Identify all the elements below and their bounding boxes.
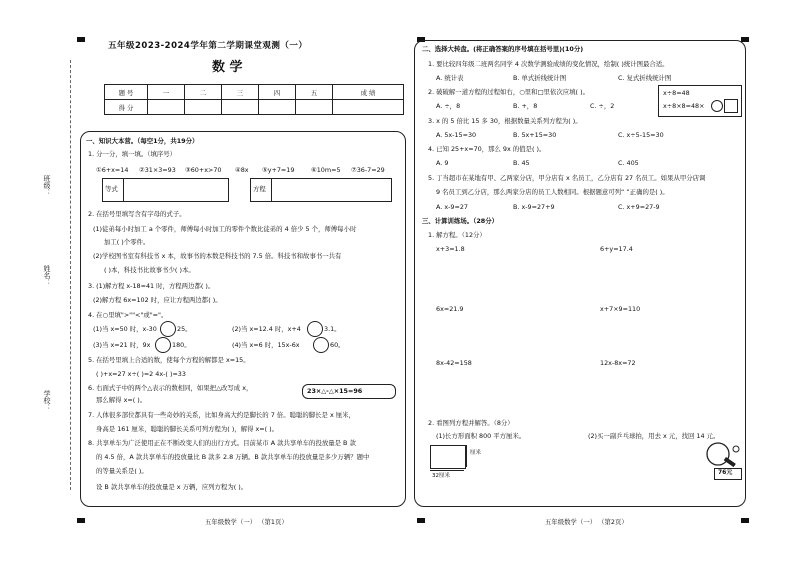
width-label: 32厘米	[432, 473, 450, 479]
q8-line: 的等量关系是( )。	[96, 467, 148, 475]
q1-item: ①6+x=14	[96, 166, 129, 174]
q4-part: (3)当 x=21 时，9x	[93, 341, 151, 349]
score-table	[104, 84, 404, 115]
equation-to-solve[interactable]: x+7×9=110	[600, 305, 641, 313]
option: C. x÷5-15=30	[618, 131, 664, 139]
compare-circle[interactable]	[313, 337, 329, 353]
q4-part: (1)当 x=50 时，x-30	[93, 325, 157, 333]
option: C. x+9=27-9	[618, 203, 660, 211]
option: C. ÷，2	[590, 102, 615, 110]
s4-q2-text: 2. 看图列方程并解答。（8分）	[428, 419, 514, 427]
compare-circle[interactable]	[155, 337, 171, 353]
q3-text: 3. (1)解方程 x-18=41 时，方程两边都( )。	[88, 282, 215, 290]
score-header-cell: 成 绩	[333, 85, 404, 100]
price-text: 76元	[718, 469, 733, 476]
q4-part: 3.1。	[324, 325, 341, 333]
exam-title: 五年级2023-2024学年第二学期课堂观测（一）	[108, 41, 308, 51]
s2-q5-line: 9 名员工到乙分店，那么两家分店的员工人数相同。根据题意可列“ ”正确的是( )。	[436, 188, 669, 196]
q4-part: 180。	[172, 341, 191, 349]
section-three-heading: 三、计算训练场。（28分）	[422, 217, 498, 225]
section-two-heading: 二、选择大转盘。(将正确答案的序号填在括号里)(10分)	[422, 45, 584, 53]
q4-part: 25。	[177, 325, 192, 333]
option: A. 9	[436, 159, 449, 167]
q1-text: 1. 分一分，填一填。（填序号）	[88, 150, 177, 158]
equation-to-solve[interactable]: 6+y=17.4	[600, 245, 633, 253]
score-header-cell: 四	[259, 85, 296, 100]
formula-label: 方程	[253, 185, 266, 193]
compare-circle[interactable]	[160, 321, 176, 337]
equation-to-solve[interactable]: x+3=1.8	[436, 245, 465, 253]
option: B. 单式折线统计图	[513, 74, 567, 82]
q4-text: 4. 在○里填">""<"或"="。	[88, 311, 168, 319]
section-one-heading: 一、知识大本营。（每空1分，共19分）	[86, 137, 199, 145]
registration-mark	[741, 518, 749, 523]
option: A. 5x-15=30	[436, 131, 477, 139]
equation-step: x÷8×8=48×	[663, 102, 705, 110]
right-footer: 五年级数学（一） （第2页）	[545, 518, 628, 526]
option: C. 405	[618, 159, 639, 167]
q3-line: (2)解方程 6x=102 时，应让方程两边都( )。	[93, 296, 222, 304]
height-label: 厘米	[470, 450, 482, 456]
option: B. x-9=27+9	[513, 203, 555, 211]
q2-line: ( )本，科技书比故事书少( )本。	[104, 266, 195, 274]
equation-to-solve[interactable]: 6x=21.9	[436, 305, 464, 313]
registration-mark	[77, 37, 85, 42]
name-label: 姓名：	[43, 265, 51, 286]
registration-mark	[417, 518, 425, 523]
q4-part: (2)当 x=12.4 时，x+4	[232, 325, 301, 333]
q7-text: 7. 人体很多部位都具有一些奇妙的关系，比如身高大约是脚长的 7 倍。聪聪的脚长是 x 厘米，	[88, 411, 355, 419]
score-header-cell: 一	[148, 85, 185, 100]
q1-item: ⑥10m=5	[311, 166, 341, 174]
score-header-cell: 五	[296, 85, 333, 100]
q8-line: 设 B 款共享单车的投放量是 x 万辆，应列方程为( )。	[96, 483, 248, 491]
score-row-label: 得 分	[105, 100, 148, 115]
q1-item: ⑤y+7=19	[262, 166, 295, 174]
option: B. 5x+15=30	[513, 131, 557, 139]
score-header-cell: 三	[222, 85, 259, 100]
option: A. ÷，8	[436, 102, 461, 110]
score-cell[interactable]	[296, 100, 333, 115]
s4-part-a: (1)长方形面积 800 平方厘米。	[436, 432, 526, 440]
s2-q2-text: 2. 破破解一道方程的过程如右，○里和□里依次应填( )。	[428, 88, 589, 96]
s2-q5-text: 5. 丁当超市在某地有甲、乙两家分店，甲分店有 x 名员工，乙分店有 27 名员工。如果从甲分店调	[428, 174, 706, 182]
left-footer: 五年级数学（一） （第1页）	[205, 518, 288, 526]
q2-text: 2. 在括号里填写含有字母的式子。	[88, 210, 186, 218]
score-header-row	[105, 85, 404, 100]
s3-q1-text: 1. 解方程。（12分）	[428, 231, 486, 239]
q1-item: ⑦36-7=29	[351, 166, 385, 174]
q4-part: 60。	[330, 341, 345, 349]
score-header-cell: 二	[185, 85, 222, 100]
q5-text: 5. 在括号里填上合适的数，使每个方程的解都是 x=15。	[88, 356, 250, 364]
option: A. x-9=27	[436, 203, 468, 211]
equation-step: x÷8=48	[663, 89, 690, 97]
q5-line: ( )+x=27 x÷( )=2 4x-( )=33	[96, 370, 186, 378]
score-cell[interactable]	[333, 100, 404, 115]
option: B. +，8	[513, 102, 538, 110]
binding-line	[70, 60, 71, 490]
score-header-cell: 题 号	[105, 85, 148, 100]
class-label: 班级：	[43, 175, 51, 196]
q1-item: ②31×3=93	[139, 166, 176, 174]
q7-line: 身高是 161 厘米，聪聪的脚长关系可列方程为( )，解得 x=( )。	[96, 425, 279, 433]
formula-badge-text: 23×△-△×15=96	[307, 387, 363, 395]
q2-line: 加工( )个零件。	[104, 238, 150, 246]
s4-part-b: (2)买一副乒乓球拍，用去 x 元，找回 14 元。	[588, 432, 720, 440]
q1-item: ④8x	[235, 166, 249, 174]
option: C. 复式折线统计图	[618, 74, 672, 82]
score-cell[interactable]	[148, 100, 185, 115]
equation-to-solve[interactable]: 12x-8x=72	[600, 359, 636, 367]
q6-text: 6. 右面式子中的两个△表示的数相同，如果把△改写成 x，	[88, 384, 253, 392]
q2-line: (1)徒弟每小时加工 a 个零件，师傅每小时加工的零件个数比徒弟的 4 倍少 5 个，师傅每小时	[93, 225, 357, 233]
s2-q1-text: 1. 要比较四年级二班两名同学 4 次数学测验成绩的变化情况，绘制( )统计图最合适。	[428, 60, 669, 68]
width-dimension-line	[430, 470, 464, 471]
equation-to-solve[interactable]: 8x-42=158	[436, 359, 472, 367]
score-cell[interactable]	[185, 100, 222, 115]
compare-circle[interactable]	[307, 321, 323, 337]
s2-q4-text: 4. 已知 25+x=70，那么 9x 的值是( )。	[428, 145, 546, 153]
q6-line: 那么解得 x=( )。	[96, 396, 147, 404]
score-cell[interactable]	[222, 100, 259, 115]
subject-title: 数 学	[212, 60, 243, 75]
q8-line: 的 4.5 倍，A 款共享单车的投放量比 B 款多 2.8 万辆。B 款共享单车的投放量是多少万辆？题中	[96, 453, 370, 461]
option: A. 统计表	[436, 74, 464, 82]
score-value-row	[105, 100, 404, 115]
q1-item: ③60+x>70	[185, 166, 222, 174]
q8-text: 8. 共享单车为广泛使用正在不断改变人们的出行方式。目前某市 A 款共享单车的投放量是 B 款	[88, 439, 356, 447]
score-cell[interactable]	[259, 100, 296, 115]
equation-label: 等式	[105, 185, 118, 193]
q2-line: (2)学校图书室有科技书 x 本，故事书的本数是科技书的 7.5 倍。科技书和故事书一共有	[93, 252, 342, 260]
blank-square[interactable]	[724, 99, 738, 113]
blank-circle[interactable]	[711, 100, 723, 112]
height-dimension-line	[466, 445, 467, 467]
rectangle-diagram	[430, 445, 466, 469]
school-label: 学校：	[43, 390, 51, 411]
option: B. 45	[513, 159, 530, 167]
q4-part: (4)当 x=6 时，15x-6x	[232, 341, 300, 349]
registration-mark	[77, 518, 85, 523]
s2-q3-text: 3. x 的 5 倍比 15 多 30，根据数量关系列方程为( )。	[428, 117, 582, 125]
